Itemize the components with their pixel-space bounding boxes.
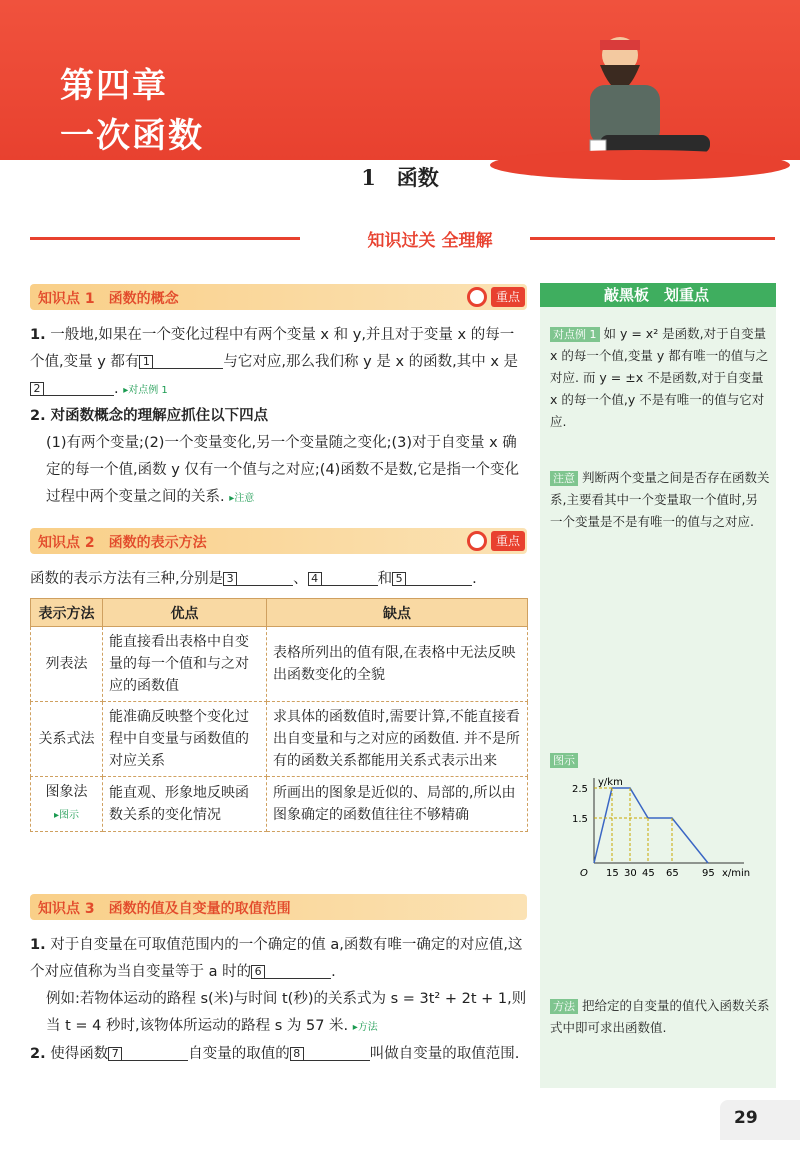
side-note-3: 图示 <box>550 749 770 771</box>
side-note-2: 注意 判断两个变量之间是否存在函数关系,主要看其中一个变量取一个值时,另一个变量是不是有唯一的值与之对应. <box>550 470 770 529</box>
chapter-title: 一次函数 <box>60 116 204 156</box>
section-title: 1 函数 <box>361 165 439 190</box>
banner-text: 知识过关 全理解 <box>367 231 493 251</box>
x-tick-label: 65 <box>666 868 679 879</box>
side-note-1: 对点例 1 如 y = x² 是函数,对于自变量 x 的每一个值,变量 y 都有唯一的值与之对应. 而 y = ±x 不是函数,对于自变量 x 的每一个值,y 不是有唯一的值与它对应. <box>550 326 769 429</box>
representation-table: 表示方法 优点 缺点 列表法 能直接看出表格中自变量的每一个值和与之对应的函数值 表格所列出的值有限,在表格中无法反映出函数变化的全貌 关系式法 能准确反映整个变化过程中自变量与函数值的对应关系 求具体的函数值时,需要计算,不能直接看出自变量和与之对应的函数值. 并不是所有的函数关系都能用关系式表示出来 图象法 ▸图示 能直观、形象地反映函数关系的变化情况 所画出的图象是近似的、局部的,所以由图象确定的函数值往往不够精确 <box>30 598 528 832</box>
kp1-header <box>30 284 527 310</box>
chapter-header <box>0 0 800 160</box>
table-row: 图象法 ▸图示 能直观、形象地反映函数关系的变化情况 所画出的图象是近似的、局部的,所以由图象确定的函数值往往不够精确 <box>31 777 528 832</box>
kp3-title: 知识点 3 函数的值及自变量的取值范围 <box>38 901 291 917</box>
series-line <box>594 788 708 863</box>
important-badge: 重点 <box>491 287 525 307</box>
kp1-point1: 1. 一般地,如果在一个变化过程中有两个变量 x 和 y,并且对于变量 x 的每一个值,变量 y 都有 1 与它对应,那么我们称 y 是 x 的函数,其中 x 是2 . ▸对点例 1 <box>30 327 519 397</box>
x-tick-label: 15 <box>606 868 619 879</box>
target-icon <box>467 531 487 551</box>
table-row: 列表法 能直接看出表格中自变量的每一个值和与之对应的函数值 表格所列出的值有限,在表格中无法反映出函数变化的全貌 <box>31 627 528 702</box>
kp3-point1: 1. 对于自变量在可取值范围内的一个确定的值 a,函数有唯一确定的对应值,这个对应值称为当自变量等于 a 时的 6 . <box>30 937 523 980</box>
banner <box>30 226 775 252</box>
kp3-header <box>30 894 527 920</box>
kp1-point2-title: 2. 对函数概念的理解应抓住以下四点 <box>30 408 269 424</box>
kp3-example: 例如:若物体运动的路程 s(米)与时间 t(秒)的关系式为 s = 3t² + 2t + 1,则当 t = 4 秒时,该物体所运动的路程 s 为 57 米. ▸方法 <box>46 991 527 1034</box>
y-tick-label: 1.5 <box>572 814 588 825</box>
tag-link[interactable]: ▸注意 <box>229 493 255 504</box>
distance-time-chart <box>560 773 770 883</box>
illustration-icon <box>560 15 720 165</box>
x-tick-label: 95 <box>702 868 715 879</box>
target-icon <box>467 287 487 307</box>
tag-link[interactable]: ▸对点例 1 <box>123 385 168 396</box>
y-axis-label: y/km <box>598 777 623 788</box>
chapter-number: 第四章 <box>60 66 168 106</box>
side-note-4: 方法 把给定的自变量的值代入函数关系式中即可求出函数值. <box>550 998 770 1035</box>
kp1-point2-body: (1)有两个变量;(2)一个变量变化,另一个变量随之变化;(3)对于自变量 x 确定的每一个值,函数 y 仅有一个值与之对应;(4)函数不是数,它是指一个变化过程中两个变量之间的关系. ▸注意 <box>46 435 519 505</box>
y-tick-label: 2.5 <box>572 784 588 795</box>
table-row: 关系式法 能准确反映整个变化过程中自变量与函数值的对应关系 求具体的函数值时,需要计算,不能直接看出自变量和与之对应的函数值. 并不是所有的函数关系都能用关系式表示出来 <box>31 702 528 777</box>
side-title: 敲黑板 划重点 <box>540 283 776 307</box>
kp2-title: 知识点 2 函数的表示方法 <box>38 535 207 551</box>
page-number: 29 <box>720 1100 800 1140</box>
x-tick-label: 30 <box>624 868 637 879</box>
x-axis-label: x/min <box>722 868 751 879</box>
kp2-header <box>30 528 527 554</box>
side-panel <box>540 283 776 1088</box>
x-tick-label: 45 <box>642 868 655 879</box>
kp2-intro: 函数的表示方法有三种,分别是 3 、 4 和 5 . <box>30 566 527 593</box>
important-badge: 重点 <box>491 531 525 551</box>
kp1-title: 知识点 1 函数的概念 <box>38 291 179 307</box>
origin-label: O <box>580 868 588 879</box>
kp3-point2: 2. 使得函数 7 自变量的取值的 8 叫做自变量的取值范围. <box>30 1041 527 1068</box>
